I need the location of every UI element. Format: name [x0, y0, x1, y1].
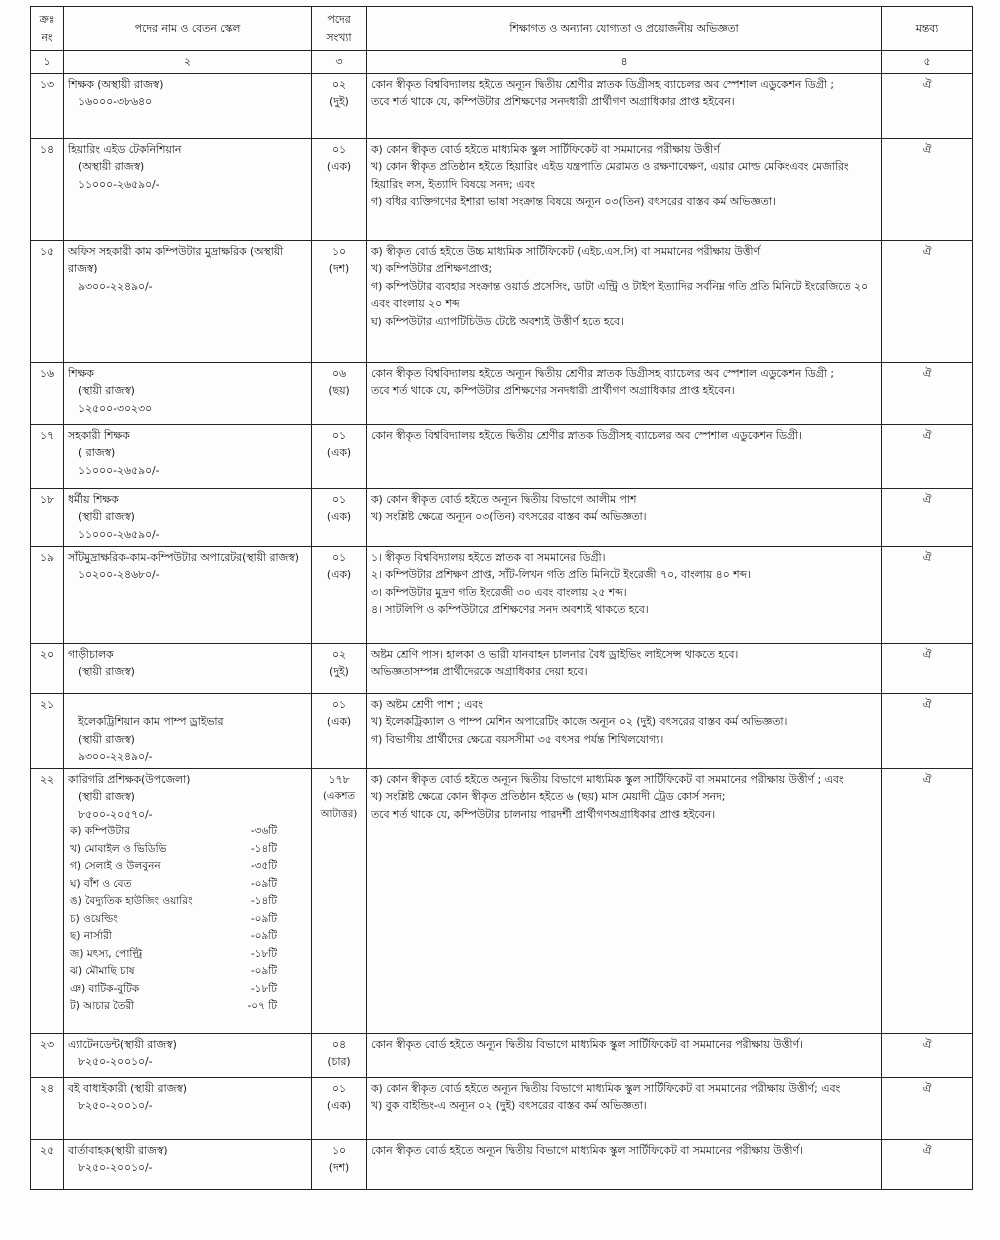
qualification-cell	[367, 643, 882, 693]
post-name-cell	[64, 73, 312, 138]
table-row	[31, 240, 973, 362]
table-row	[31, 488, 973, 546]
post-count-words: (ছয়)	[328, 384, 350, 397]
qualification-item: অষ্টম শ্রেণি পাস। হালকা ও ভারী যানবাহন চালনার বৈধ ড্রাইভিং লাইসেন্স থাকতে হবে।	[371, 647, 739, 661]
post-count: ০১	[331, 697, 347, 711]
qualification-item: তবে শর্ত থাকে যে, কম্পিউটার প্রশিক্ষণের সনদধারী প্রার্থীগণ অগ্রাধিকার প্রাপ্ত হইবেন।	[371, 95, 735, 108]
post-detail: ( রাজস্ব)	[78, 446, 116, 459]
qualification-item: কোন স্বীকৃত বিশ্ববিদ্যালয় হইতে অন্যূন দ্বিতীয় শ্রেণীর স্নাতক ডিগ্রীসহ ব্যাচেলর অব স্পেশাল এডুকেশন ডিগ্রী ;	[371, 77, 834, 91]
table-row	[31, 546, 973, 643]
post-name-cell	[64, 1033, 312, 1077]
qualification-cell	[367, 488, 882, 546]
qualification-item: ক) অষ্টম শ্রেণী পাশ ; এবং	[371, 697, 483, 711]
qualification-cell	[367, 693, 882, 768]
trade-name: ছ) নার্সারী	[70, 930, 112, 942]
post-count-words: (একশত আটাত্তর)	[320, 791, 358, 820]
table-row	[31, 1033, 973, 1077]
trade-name: ঞ) বাটিক-বুটিক	[70, 982, 140, 995]
trade-count: -০৯টি	[250, 965, 277, 977]
remark-cell: ঐ	[882, 362, 973, 424]
post-detail: ৮২৫০-২০০১০/-	[78, 1099, 153, 1112]
post-name-cell	[64, 643, 312, 693]
qualification-item: ১। স্বীকৃত বিশ্ববিদ্যালয় হইতে স্নাতক বা সমমানের ডিগ্রী।	[371, 550, 606, 564]
qualification-item: গ) বধির ব্যক্তিগণের ইশারা ভাষা সংক্রান্ত বিষয়ে অন্যূন ০৩(তিন) বৎসরের বাস্তব কর্ম অভিজ্ঞতা।	[371, 195, 776, 208]
row-serial: ১৯	[31, 546, 64, 643]
qualification-item: গ) বিভাগীয় প্রার্থীদের ক্ষেত্রে বয়সসীমা ৩৫ বৎসর পর্যন্ত শিথিলযোগ্য।	[371, 732, 664, 746]
remark-cell: ঐ	[882, 424, 973, 488]
post-count-cell	[312, 138, 367, 240]
remark-cell: ঐ	[882, 643, 973, 693]
qualification-item: খ) ইলেকট্রিক্যাল ও পাম্প মেশিন অপারেটিং কাজে অন্যূন ০২ (দুই) বৎসরের বাস্তব কর্ম অভিজ্ঞতা।	[371, 715, 788, 728]
row-serial: ১৫	[31, 240, 64, 362]
trade-name: গ) সেলাই ও উলবুনন	[70, 860, 161, 872]
trade-item	[68, 858, 307, 876]
post-detail: ৯৩০০-২২৪৯০/-	[78, 750, 153, 763]
trade-name: ট) আচার তৈরী	[70, 1000, 135, 1012]
trade-count: -১৪টি	[250, 895, 277, 907]
row-serial: ২৫	[31, 1139, 64, 1189]
row-serial: ১৩	[31, 73, 64, 138]
trade-count: -০৯টি	[250, 877, 277, 890]
post-count-words: (দশ)	[328, 1161, 350, 1174]
qualification-item: ক) কোন স্বীকৃত বোর্ড হইতে অন্যূন দ্বিতীয় বিভাগে মাধ্যমিক স্কুল সার্টিফিকেট বা সমমানের পরীক্ষায় উত্তীর্ণ ; এবং	[371, 772, 844, 786]
qualification-item: খ) বুক বাইন্ডিং-এ অন্যূন ০২ (দুই) বৎসরের বাস্তব কর্ম অভিজ্ঞতা।	[371, 1099, 647, 1112]
header-serial: ক্রঃ নং	[31, 7, 64, 51]
column-index-row	[31, 51, 973, 74]
post-detail: (স্থায়ী রাজস্ব)	[78, 790, 135, 803]
trade-count: -১৪টি	[250, 842, 277, 855]
qualification-item: অভিজ্ঞতাসম্পন্ন প্রার্থীদেরকে অগ্রাধিকার দেয়া হবে।	[371, 665, 588, 678]
trade-name: চ) ওয়েল্ডিং	[70, 912, 118, 925]
table-row	[31, 73, 973, 138]
qualification-item: কোন স্বীকৃত বিশ্ববিদ্যালয় হইতে অন্যূন দ্বিতীয় শ্রেণীর স্নাতক ডিগ্রীসহ ব্যাচেলর অব স্পেশাল এডুকেশন ডিগ্রী ;	[371, 366, 834, 380]
post-count-words: (এক)	[326, 568, 352, 581]
post-detail: ১১০০০-২৬৫৯০/-	[78, 527, 160, 541]
qualification-item: কোন স্বীকৃত বোর্ড হইতে অন্যূন দ্বিতীয় বিভাগে মাধ্যমিক স্কুল সার্টিফিকেট বা সমমানের পরীক্ষায় উত্তীর্ণ।	[371, 1037, 803, 1051]
qualification-item: গ) কম্পিউটার ব্যবহার সংক্রান্ত ওয়ার্ড প্রসেসিং, ডাটা এন্ট্রি ও টাইপ ইত্যাদির সর্বনিম্ন গতি প্রতি মিনিটে ইংরেজিতে ২০ এবং বাংলায় ২০ শব্দ	[371, 279, 869, 310]
row-serial: ১৪	[31, 138, 64, 240]
post-count-cell	[312, 73, 367, 138]
qualification-item: ২। কম্পিউটার প্রশিক্ষণ প্রাপ্ত, সাঁট-লিখন গতি প্রতি মিনিটে ইংরেজী ৭০, বাংলায় ৪০ শব্দ।	[371, 568, 751, 581]
header-count: পদের সংখ্যা	[312, 7, 367, 51]
post-count: ০১	[331, 1081, 347, 1095]
post-detail: ১৬০০০-৩৮৬৪০	[78, 95, 153, 108]
qualification-item: ৩। কম্পিউটার মুদ্রণ গতি ইংরেজী ৩০ এবং বাংলায় ২৫ শব্দ।	[371, 585, 627, 599]
post-count: ০৬	[331, 366, 347, 380]
qualification-item: ক) স্বীকৃত বোর্ড হইতে উচ্চ মাধ্যমিক সার্টিফিকেট (এইচ.এস.সি) বা সমমানের পরীক্ষায় উত্তীর্ণ	[371, 244, 761, 258]
row-serial: ২২	[31, 768, 64, 1033]
remark-cell: ঐ	[882, 138, 973, 240]
post-detail: ৮২৫০-২০০১০/-	[78, 1161, 153, 1174]
row-serial: ২৪	[31, 1077, 64, 1139]
post-count: ১৭৮	[328, 772, 350, 786]
remark-cell: ঐ	[882, 488, 973, 546]
post-name: গাড়ীচালক	[68, 647, 114, 661]
post-count-words: (দশ)	[328, 262, 350, 275]
post-count-cell	[312, 362, 367, 424]
column-index: ১	[31, 51, 64, 74]
post-detail: (স্থায়ী রাজস্ব)	[78, 665, 135, 678]
post-detail: ৮৫০০-২০৫৭০/-	[78, 807, 153, 821]
qualification-cell	[367, 1139, 882, 1189]
post-count-cell	[312, 424, 367, 488]
post-name: ধর্মীয় শিক্ষক	[68, 492, 119, 506]
trade-list	[68, 823, 307, 1016]
post-count-words: (এক)	[326, 715, 352, 728]
post-count-words: (এক)	[326, 510, 352, 523]
post-detail: (স্থায়ী রাজস্ব)	[78, 732, 135, 746]
trade-name: ঘ) বাঁশ ও বেত	[70, 877, 132, 890]
remark-cell: ঐ	[882, 768, 973, 1033]
trade-item	[68, 876, 307, 894]
row-serial: ২১	[31, 693, 64, 768]
remark-cell: ঐ	[882, 1139, 973, 1189]
trade-count: -০৭ টি	[247, 1000, 277, 1012]
qualification-item: কোন স্বীকৃত বিশ্ববিদ্যালয় হইতে দ্বিতীয় শ্রেণীর স্নাতক ডিগ্রীসহ ব্যাচেলর অব স্পেশাল এডুকেশন ডিগ্রী।	[371, 428, 802, 442]
row-serial: ১৬	[31, 362, 64, 424]
trade-item	[68, 893, 307, 911]
post-count: ১০	[331, 1143, 347, 1157]
post-count: ০৪	[331, 1037, 347, 1051]
post-name: বই বাধাইকারী (স্থায়ী রাজস্ব)	[68, 1081, 188, 1095]
post-count: ০২	[331, 77, 347, 91]
qualification-cell	[367, 1033, 882, 1077]
post-name-cell	[64, 1139, 312, 1189]
qualification-cell	[367, 768, 882, 1033]
trade-item	[68, 911, 307, 929]
qualification-cell	[367, 73, 882, 138]
header-row	[31, 7, 973, 51]
table-row	[31, 643, 973, 693]
post-name-cell	[64, 768, 312, 1033]
qualification-item: কোন স্বীকৃত বোর্ড হইতে অন্যূন দ্বিতীয় বিভাগে মাধ্যমিক স্কুল সার্টিফিকেট বা সমমানের পরীক্ষায় উত্তীর্ণ।	[371, 1143, 803, 1157]
trade-count: -৩৬টি	[250, 825, 277, 837]
trade-item	[68, 946, 307, 964]
qualification-item: খ) সংশ্লিষ্ট ক্ষেত্রে কোন স্বীকৃত প্রতিষ্ঠান হইতে ৬ (ছয়) মাস মেয়াদী ট্রেড কোর্স সনদ;	[371, 790, 726, 803]
trade-item	[68, 841, 307, 859]
qualification-item: ক) কোন স্বীকৃত বোর্ড হইতে অন্যূন দ্বিতীয় বিভাগে মাধ্যমিক স্কুল সার্টিফিকেট বা সমমানের পরীক্ষায় উত্তীর্ণ; এবং	[371, 1081, 841, 1095]
header-remarks: মন্তব্য	[882, 7, 973, 51]
post-count-cell	[312, 1077, 367, 1139]
trade-name: ক) কম্পিউটার	[70, 825, 131, 837]
post-count-words: (এক)	[326, 446, 352, 459]
post-count: ০১	[331, 428, 347, 442]
trade-item	[68, 981, 307, 999]
trade-count: -১৮টি	[250, 982, 277, 995]
post-detail: (অস্থায়ী রাজস্ব)	[78, 160, 145, 173]
post-name-cell	[64, 1077, 312, 1139]
qualification-item: খ) কোন স্বীকৃত প্রতিষ্ঠান হইতে হিয়ারিং এইড যন্ত্রপাতি মেরামত ও রক্ষণাবেক্ষণ, এয়ার মোল্ড মেকিংএবং মেজারিং হিয়ারিং লস, ইত্যাদি বিষয়ে সনদ; এবং	[371, 160, 849, 191]
post-name: শিক্ষক (অস্থায়ী রাজস্ব)	[68, 77, 164, 91]
header-post-name: পদের নাম ও বেতন স্কেল	[64, 7, 312, 51]
recruitment-table	[30, 6, 973, 1190]
qualification-item: ৪। সাটলিপি ও কম্পিউটারে প্রশিক্ষণের সনদ অবশ্যই থাকতে হবে।	[371, 603, 649, 616]
post-name: কারিগরি প্রশিক্ষক(উপজেলা)	[68, 772, 191, 786]
column-index: ৪	[367, 51, 882, 74]
post-name-cell	[64, 240, 312, 362]
post-detail: ১২৫০০-৩০২৩০	[78, 401, 153, 415]
remark-cell: ঐ	[882, 1033, 973, 1077]
post-count: ০১	[331, 142, 347, 156]
post-detail: (স্থায়ী রাজস্ব)	[78, 510, 135, 523]
table-row	[31, 768, 973, 1033]
trade-count: -৩৫টি	[250, 860, 277, 872]
post-name-cell	[64, 546, 312, 643]
post-name-cell	[64, 488, 312, 546]
post-detail: ১০২০০-২৪৬৮০/-	[78, 568, 160, 581]
column-index: ২	[64, 51, 312, 74]
post-count-cell	[312, 488, 367, 546]
post-name-cell	[64, 424, 312, 488]
trade-count: -১৮টি	[250, 947, 277, 960]
post-count: ১০	[331, 244, 347, 258]
post-count-cell	[312, 240, 367, 362]
qualification-item: ঘ) কম্পিউটার এ্যাপটিচিউড টেষ্টে অবশ্যই উত্তীর্ণ হতে হবে।	[371, 314, 624, 328]
post-name-cell	[64, 138, 312, 240]
qualification-cell	[367, 240, 882, 362]
post-count: ০২	[331, 647, 347, 661]
post-count-cell	[312, 693, 367, 768]
post-count-words: (দুই)	[329, 665, 349, 678]
table-row	[31, 693, 973, 768]
post-count-cell	[312, 768, 367, 1033]
remark-cell: ঐ	[882, 1077, 973, 1139]
table-row	[31, 1077, 973, 1139]
remark-cell: ঐ	[882, 693, 973, 768]
row-serial: ১৮	[31, 488, 64, 546]
post-count-words: (দুই)	[329, 95, 349, 108]
table-row	[31, 362, 973, 424]
qualification-cell	[367, 1077, 882, 1139]
table-row	[31, 1139, 973, 1189]
post-count-cell	[312, 546, 367, 643]
table-row	[31, 424, 973, 488]
column-index: ৩	[312, 51, 367, 74]
trade-name: ঙ) বৈদ্যুতিক হাউজিং ওয়ারিং	[70, 895, 193, 907]
post-detail: ১১০০০-২৬৫৯০/-	[78, 463, 160, 477]
post-name-cell	[64, 362, 312, 424]
row-serial: ২০	[31, 643, 64, 693]
qualification-item: খ) সংশ্লিষ্ট ক্ষেত্রে অন্যূন ০৩(তিন) বৎসরের বাস্তব কর্ম অভিজ্ঞতা।	[371, 510, 647, 523]
table-row	[31, 138, 973, 240]
trade-name: জ) মৎস্য, পোল্ট্রি	[70, 947, 143, 960]
post-detail: ৮২৫০-২০০১০/-	[78, 1055, 153, 1068]
post-detail: ইলেকট্রিশিয়ান কাম পাম্প ড্রাইভার	[78, 715, 224, 728]
post-count-words: (চার)	[327, 1055, 351, 1068]
post-name	[68, 696, 307, 714]
post-count: ০১	[331, 550, 347, 564]
post-name-cell	[64, 693, 312, 768]
trade-count: -০৯টি	[250, 912, 277, 925]
post-detail: (স্থায়ী রাজস্ব)	[78, 384, 135, 397]
qualification-item: তবে শর্ত থাকে যে, কম্পিউটার চালনায় পারদর্শী প্রার্থীগণঅগ্রাধিকার প্রাপ্ত হইবেন।	[371, 807, 716, 821]
post-count-cell	[312, 643, 367, 693]
post-name: সহকারী শিক্ষক	[68, 428, 130, 442]
remark-cell: ঐ	[882, 240, 973, 362]
post-count-cell	[312, 1033, 367, 1077]
qualification-cell	[367, 424, 882, 488]
trade-item	[68, 998, 307, 1016]
post-name: বার্তাবাহক(স্থায়ী রাজস্ব)	[68, 1143, 168, 1157]
remark-cell: ঐ	[882, 73, 973, 138]
qualification-cell	[367, 546, 882, 643]
table-body	[31, 73, 973, 1189]
trade-item	[68, 963, 307, 981]
post-count-words: (এক)	[326, 1099, 352, 1112]
column-index: ৫	[882, 51, 973, 74]
qualification-cell	[367, 138, 882, 240]
trade-name: ঝ) মৌমাছি চাষ	[70, 965, 135, 977]
trade-name: খ) মোবাইল ও ভিডিভি	[70, 842, 167, 855]
post-detail: ১১০০০-২৬৫৯০/-	[78, 177, 160, 191]
header-qualification: শিক্ষাগত ও অন্যান্য যোগ্যতা ও প্রয়োজনীয় অভিজ্ঞতা	[367, 7, 882, 51]
post-name: সাঁটমুদ্রাক্ষরিক-কাম-কম্পিউটার অপারেটর(স্থায়ী রাজস্ব)	[68, 550, 299, 564]
post-name: শিক্ষক	[68, 366, 94, 380]
trade-item	[68, 823, 307, 841]
qualification-item: তবে শর্ত থাকে যে, কম্পিউটার প্রশিক্ষণের সনদধারী প্রার্থীগণ অগ্রাধিকার প্রাপ্ত হইবেন।	[371, 384, 735, 397]
post-name: হিয়ারিং এইড টেকনিশিয়ান	[68, 142, 182, 156]
post-name: অফিস সহকারী কাম কম্পিউটার মুদ্রাক্ষরিক (অস্থায়ী রাজস্ব)	[68, 244, 284, 275]
qualification-item: ক) কোন স্বীকৃত বোর্ড হইতে মাধ্যমিক স্কুল সার্টিফিকেট বা সমমানের পরীক্ষায় উত্তীর্ণ	[371, 142, 720, 156]
qualification-item: খ) কম্পিউটার প্রশিক্ষণপ্রাপ্ত;	[371, 262, 493, 275]
post-detail: ৯৩০০-২২৪৯০/-	[78, 279, 153, 293]
row-serial: ১৭	[31, 424, 64, 488]
post-name: এ্যাটেনডেন্ট(স্থায়ী রাজস্ব)	[68, 1037, 177, 1051]
post-count-cell	[312, 1139, 367, 1189]
row-serial: ২৩	[31, 1033, 64, 1077]
trade-count: -০৯টি	[250, 930, 277, 942]
post-count-words: (এক)	[326, 160, 352, 173]
trade-item	[68, 928, 307, 946]
qualification-cell	[367, 362, 882, 424]
post-count: ০১	[331, 492, 347, 506]
remark-cell: ঐ	[882, 546, 973, 643]
qualification-item: ক) কোন স্বীকৃত বোর্ড হইতে অন্যূন দ্বিতীয় বিভাগে আলীম পাশ	[371, 492, 637, 506]
